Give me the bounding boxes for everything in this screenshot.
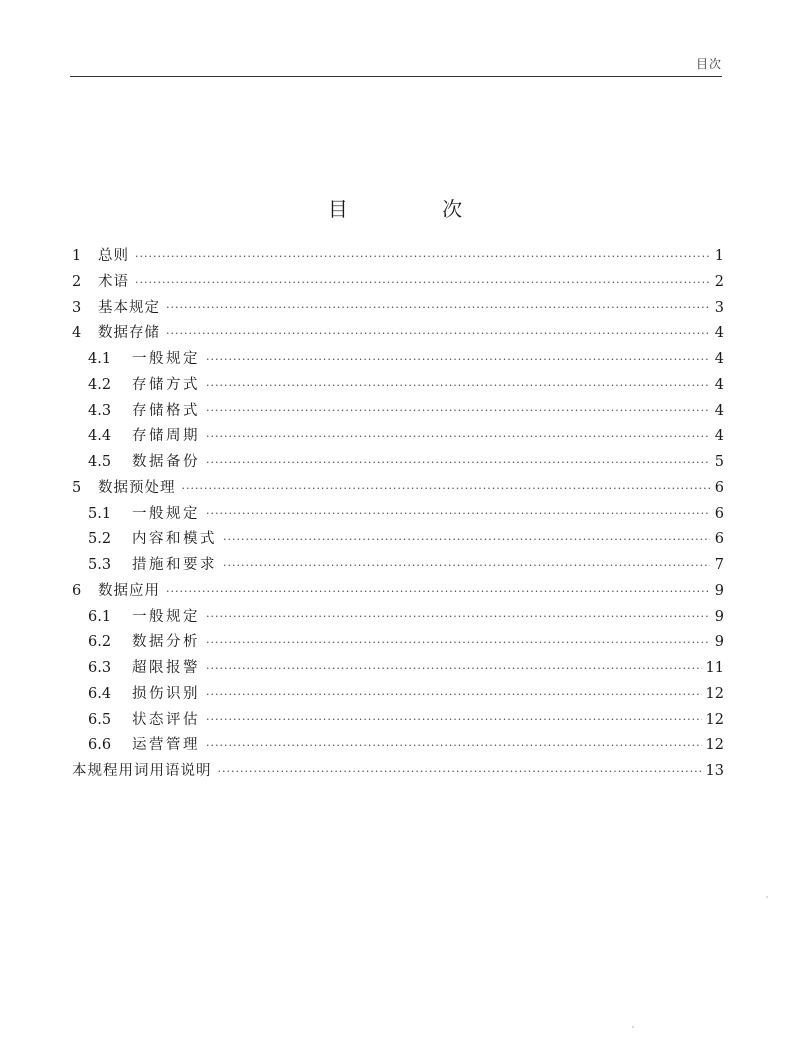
toc-entry-label: 一般规定: [132, 608, 200, 625]
toc-entry-page: 12: [705, 685, 724, 702]
toc-dot-leader: [223, 559, 710, 573]
toc-entry-number: 5.2: [88, 531, 112, 548]
scan-speck: [766, 896, 768, 898]
toc-entry[interactable]: [72, 399, 724, 425]
toc-title: 目 次: [327, 197, 507, 221]
toc-entry-page: 4: [714, 402, 724, 419]
toc-entry-label: 数据应用: [98, 582, 160, 599]
toc-entry-label: 状态评估: [132, 711, 200, 728]
toc-entry-label: 一般规定: [132, 351, 200, 367]
toc-dot-leader: [135, 276, 710, 290]
toc-entry-label: 超限报警: [132, 660, 200, 676]
toc-entry-page: 4: [714, 428, 724, 445]
toc-entry-label: 损伤识别: [132, 685, 200, 702]
toc-entry-label: 存储格式: [132, 402, 200, 419]
toc-entry-page: 2: [714, 273, 724, 290]
toc-entry-page: 6: [714, 531, 724, 548]
toc-entry-label: 数据存储: [98, 325, 160, 342]
toc-entry-page: 9: [714, 608, 724, 625]
toc-entry-number: 4.1: [88, 351, 112, 367]
toc-entry[interactable]: [72, 682, 724, 708]
toc-entry-page: 12: [705, 737, 724, 754]
toc-entry-page: 9: [714, 582, 724, 599]
toc-entry-number: 5.3: [88, 557, 112, 573]
toc-entry[interactable]: [72, 373, 724, 399]
toc-entry[interactable]: [72, 450, 724, 476]
toc-entry-label: 内容和模式: [132, 531, 217, 548]
toc-entry[interactable]: [72, 296, 724, 322]
toc-entry-label: 措施和要求: [132, 557, 217, 573]
header-rule: [70, 76, 722, 77]
toc-entry-label: 术语: [98, 273, 129, 290]
toc-entry[interactable]: [72, 605, 724, 631]
toc-entry[interactable]: [72, 553, 724, 579]
toc-entry-page: 9: [714, 634, 724, 651]
toc-dot-leader: [206, 353, 710, 367]
toc-entry-label: 基本规定: [98, 299, 160, 316]
toc-entry[interactable]: [72, 708, 724, 734]
toc-entry-number: 6.2: [88, 634, 112, 651]
toc-dot-leader: [206, 662, 702, 676]
toc-entry-number: 6: [72, 582, 82, 599]
toc-entry-label: 数据预处理: [98, 479, 176, 496]
toc-entry[interactable]: [72, 527, 724, 553]
toc-entry-label: 一般规定: [132, 505, 200, 522]
toc-entry-label: 存储周期: [132, 428, 200, 445]
toc-entry-page: 4: [714, 325, 724, 342]
toc-entry-label: 数据备份: [132, 454, 200, 470]
toc-entry[interactable]: [72, 733, 724, 759]
toc-entry-number: 4.5: [88, 454, 112, 470]
toc-entry-page: 4: [714, 351, 724, 367]
toc-dot-leader: [206, 610, 710, 624]
toc-entry[interactable]: [72, 321, 724, 347]
toc-entry-number: 4.4: [88, 428, 112, 445]
toc-entry[interactable]: [72, 424, 724, 450]
toc-dot-leader: [206, 456, 710, 470]
toc-entry[interactable]: [72, 244, 724, 270]
toc-dot-leader: [166, 585, 710, 599]
toc-entry-number: 2: [72, 273, 82, 290]
toc-entry-number: 6.3: [88, 660, 112, 676]
toc-entry-page: 7: [714, 557, 724, 573]
toc-dot-leader: [206, 507, 710, 521]
toc-entry-page: 11: [705, 660, 724, 676]
toc-entry[interactable]: [72, 270, 724, 296]
toc-dot-leader: [166, 327, 710, 341]
toc-dot-leader: [206, 713, 702, 727]
running-header-title: 目次: [695, 57, 722, 71]
toc-dot-leader: [206, 404, 710, 418]
toc-entry-label: 运营管理: [132, 737, 200, 754]
toc-entry-number: 4: [72, 325, 82, 342]
toc-entry-label: 本规程用词用语说明: [72, 763, 212, 779]
toc-entry-page: 6: [714, 505, 724, 522]
toc-entry-number: 6.4: [88, 685, 112, 702]
scan-speck: [632, 1026, 634, 1028]
toc-entry-label: 存储方式: [132, 376, 200, 393]
toc-entry[interactable]: [72, 347, 724, 373]
toc-dot-leader: [206, 739, 702, 753]
toc-dot-leader: [182, 482, 711, 496]
toc-dot-leader: [206, 430, 710, 444]
toc-entry-number: 5.1: [88, 505, 112, 522]
toc-entry-number: 4.3: [88, 402, 112, 419]
toc-entry-page: 3: [714, 299, 724, 316]
toc-entry-label: 总则: [98, 248, 129, 264]
toc-entry-number: 5: [72, 479, 82, 496]
toc-entry-number: 4.2: [88, 376, 112, 393]
toc-dot-leader: [223, 533, 710, 547]
toc-entry[interactable]: [72, 579, 724, 605]
toc-entry[interactable]: [72, 656, 724, 682]
toc-entry-page: 12: [705, 711, 724, 728]
toc-entry-page: 4: [714, 376, 724, 393]
toc-entry[interactable]: [72, 476, 724, 502]
toc-entry-page: 5: [714, 454, 724, 470]
toc-dot-leader: [206, 636, 710, 650]
toc-dot-leader: [206, 688, 702, 702]
toc-entry-page: 13: [705, 763, 724, 779]
toc-entry[interactable]: [72, 759, 724, 785]
toc-entry[interactable]: [72, 630, 724, 656]
toc-entry[interactable]: [72, 502, 724, 528]
toc-entry-number: 6.5: [88, 711, 112, 728]
toc-entry-number: 6.6: [88, 737, 112, 754]
toc-dot-leader: [206, 379, 710, 393]
toc-entry-label: 数据分析: [132, 634, 200, 651]
toc-entry-page: 6: [714, 479, 724, 496]
toc-entry-number: 3: [72, 299, 82, 316]
toc-entry-number: 6.1: [88, 608, 112, 625]
toc-dot-leader: [166, 301, 710, 315]
toc-entry-page: 1: [714, 248, 724, 264]
toc-dot-leader: [218, 765, 702, 779]
toc-entry-number: 1: [72, 248, 82, 264]
toc-dot-leader: [135, 250, 710, 264]
toc-list: [72, 244, 724, 785]
